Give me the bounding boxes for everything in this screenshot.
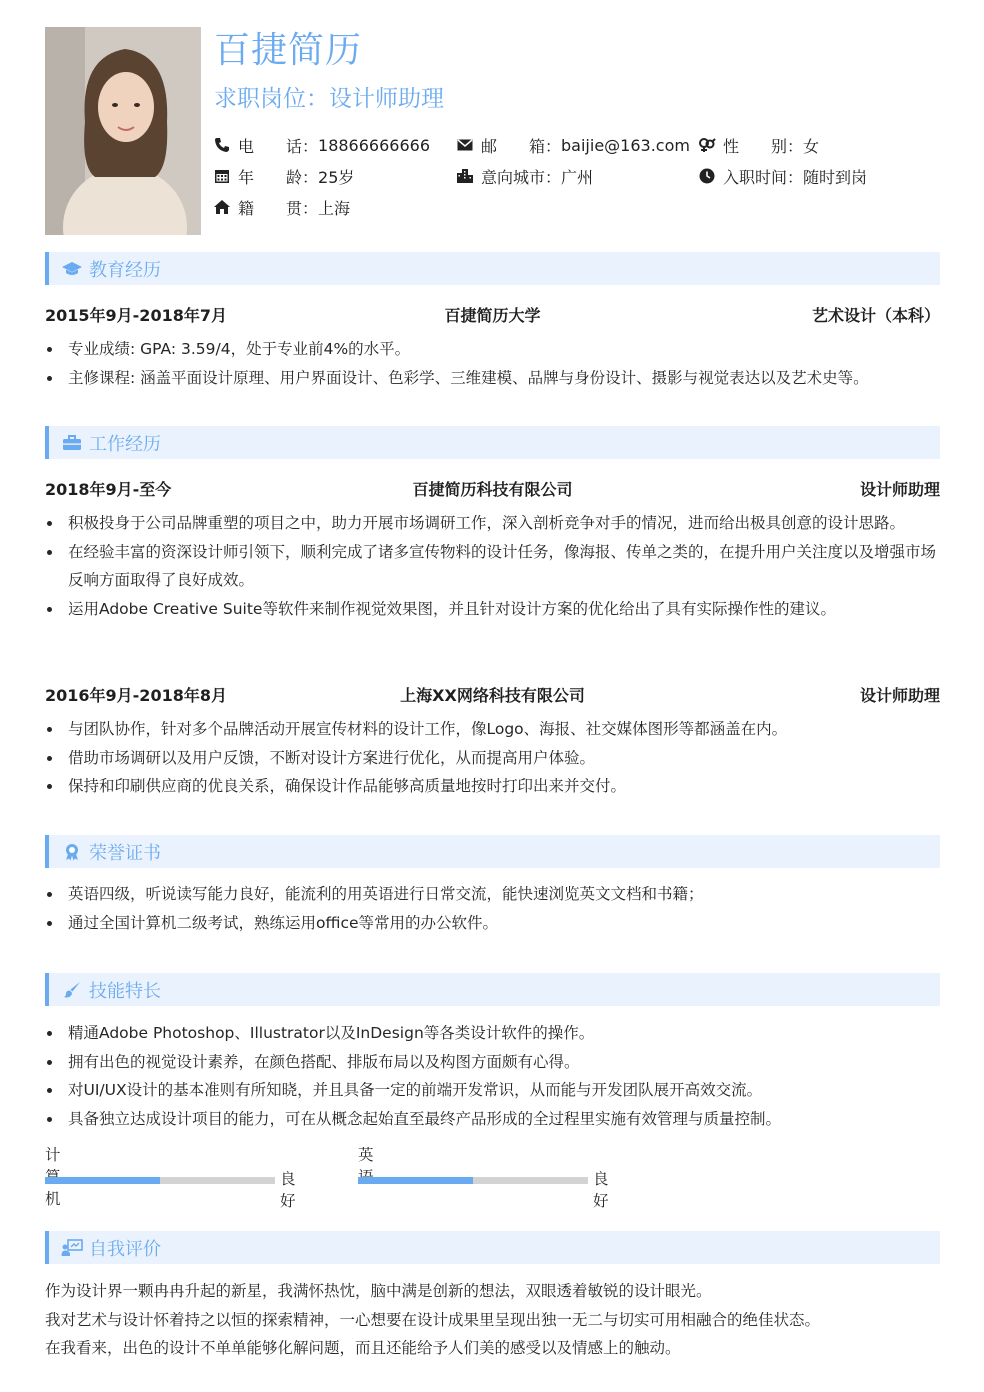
- info-label: 性 别：: [723, 136, 804, 156]
- education-bullets: [45, 335, 940, 392]
- section-title: 教育经历: [89, 259, 161, 281]
- info-value: 女: [803, 136, 820, 156]
- entry-school: 百捷简历大学: [444, 306, 541, 325]
- info-label: 邮 箱：: [481, 136, 562, 156]
- skill-level: 良好: [593, 1170, 609, 1210]
- skill-name: 英: [358, 1146, 374, 1164]
- work-bullets: [45, 715, 940, 801]
- skill-track: [358, 1177, 588, 1184]
- section-title: 荣誉证书: [89, 842, 161, 864]
- section-skills: [45, 973, 940, 1006]
- list-item: 主修课程: 涵盖平面设计原理、用户界面设计、色彩学、三维建模、品牌与身份设计、摄影与视觉表达以及艺术史等。: [45, 364, 940, 393]
- briefcase-icon: [61, 433, 83, 453]
- entry-period: 2016年9月-2018年8月: [45, 686, 227, 705]
- presentation-icon: [61, 1238, 83, 1258]
- job-target: 求职岗位：设计师助理: [214, 86, 444, 112]
- skill-name: 计 机: [45, 1146, 61, 1208]
- info-hometown: [213, 193, 350, 221]
- list-item: 积极投身于公司品牌重塑的项目之中，助力开展市场调研工作，深入剖析竞争对手的情况，进而给出极具创意的设计思路。: [45, 509, 940, 538]
- self-eval-text: [45, 1277, 940, 1363]
- paint-brush-icon: [61, 980, 83, 1000]
- list-item: 具备独立达成设计项目的能力，可在从概念起始直至最终产品形成的全过程里实施有效管理与质量控制。: [45, 1105, 940, 1134]
- section-self-eval: [45, 1231, 940, 1264]
- entry-company: 百捷简历科技有限公司: [412, 480, 573, 499]
- personal-info: [213, 131, 913, 224]
- info-label: 入职时间：: [723, 167, 804, 187]
- info-age: [213, 162, 354, 190]
- section-honors: [45, 835, 940, 868]
- info-label: 电 话：: [238, 136, 319, 156]
- section-work: [45, 426, 940, 459]
- entry-period: 2018年9月-至今: [45, 480, 172, 499]
- list-item: 对UI/UX设计的基本准则有所知晓，并且具备一定的前端开发常识，从而能与开发团队展开高效交流。: [45, 1076, 940, 1105]
- info-phone: [213, 131, 430, 159]
- info-email: [456, 131, 690, 159]
- paragraph-line: 在我看来，出色的设计不单单能够化解问题，而且还能给予人们美的感受以及情感上的触动。: [45, 1339, 681, 1357]
- work-bullets: [45, 509, 940, 623]
- phone-icon: [213, 136, 231, 154]
- honors-bullets: [45, 880, 940, 937]
- skills-bullets: [45, 1019, 940, 1133]
- gender-icon: [698, 136, 716, 154]
- entry-company: 上海XX网络科技有限公司: [400, 686, 585, 705]
- calendar-icon: [213, 167, 231, 185]
- work-entry: [45, 477, 940, 501]
- list-item: 与团队协作，针对多个品牌活动开展宣传材料的设计工作，像Logo、海报、社交媒体图形等都涵盖在内。: [45, 715, 940, 744]
- list-item: 借助市场调研以及用户反馈，不断对设计方案进行优化，从而提高用户体验。: [45, 744, 940, 773]
- award-icon: [61, 842, 83, 862]
- info-start: [698, 162, 867, 190]
- section-education: [45, 252, 940, 285]
- entry-period: 2015年9月-2018年7月: [45, 306, 227, 325]
- info-value: 广州: [561, 167, 594, 187]
- paragraph-line: 我对艺术与设计怀着持之以恒的探索精神，一心想要在设计成果里呈现出独一无二与切实可用相融合的绝佳状态。: [45, 1310, 821, 1329]
- list-item: 拥有出色的视觉设计素养，在颜色搭配、排版布局以及构图方面颇有心得。: [45, 1048, 940, 1077]
- entry-role: 设计师助理: [859, 480, 940, 499]
- info-value: 上海: [318, 198, 351, 218]
- list-item: 精通Adobe Photoshop、Illustrator以及InDesign等各类设计软件的操作。: [45, 1019, 940, 1048]
- list-item: 在经验丰富的资深设计师引领下，顺利完成了诸多宣传物料的设计任务，像海报、传单之类的，在提升用户关注度以及增强市场反响方面取得了良好成效。: [45, 538, 940, 595]
- work-entry: [45, 683, 940, 707]
- list-item: 英语四级，听说读写能力良好，能流利的用英语进行日常交流，能快速浏览英文文档和书籍；: [45, 880, 940, 909]
- skill-level: 良好: [280, 1170, 296, 1210]
- list-item: 专业成绩: GPA: 3.59/4，处于专业前4%的水平。: [45, 335, 940, 364]
- section-title: 自我评价: [89, 1238, 161, 1260]
- entry-role: 设计师助理: [859, 686, 940, 705]
- skill-fill: [45, 1177, 160, 1184]
- section-title: 技能特长: [89, 980, 161, 1002]
- home-icon: [213, 198, 231, 216]
- skill-fill: [358, 1177, 473, 1184]
- info-label: 年 龄：: [238, 167, 319, 187]
- list-item: 保持和印刷供应商的优良关系，确保设计作品能够高质量地按时打印出来并交付。: [45, 772, 940, 801]
- list-item: 通过全国计算机二级考试，熟练运用office等常用的办公软件。: [45, 909, 940, 938]
- city-icon: [456, 167, 474, 185]
- mail-icon: [456, 136, 474, 154]
- paragraph-line: 作为设计界一颗冉冉升起的新星，我满怀热忱，脑中满是创新的想法，双眼透着敏锐的设计眼光。: [45, 1282, 712, 1300]
- avatar: [45, 27, 201, 235]
- skill-track: [45, 1177, 275, 1184]
- info-value: 随时到岗: [803, 167, 868, 187]
- info-gender: [698, 131, 819, 159]
- info-label: 意向城市：: [481, 167, 562, 187]
- entry-major: 艺术设计（本科）: [811, 306, 940, 325]
- graduation-cap-icon: [61, 259, 83, 279]
- clock-icon: [698, 167, 716, 185]
- education-entry: [45, 303, 940, 327]
- list-item: 运用Adobe Creative Suite等软件来制作视觉效果图，并且针对设计方案的优化给出了具有实际操作性的建议。: [45, 595, 940, 624]
- section-title: 工作经历: [89, 433, 161, 455]
- info-city: [456, 162, 593, 190]
- info-label: 籍 贯：: [238, 198, 319, 218]
- info-value: 18866666666: [318, 135, 430, 155]
- info-value: baijie@163.com: [561, 135, 690, 155]
- resume-name: 百捷简历: [214, 30, 363, 71]
- info-value: 25岁: [318, 167, 355, 187]
